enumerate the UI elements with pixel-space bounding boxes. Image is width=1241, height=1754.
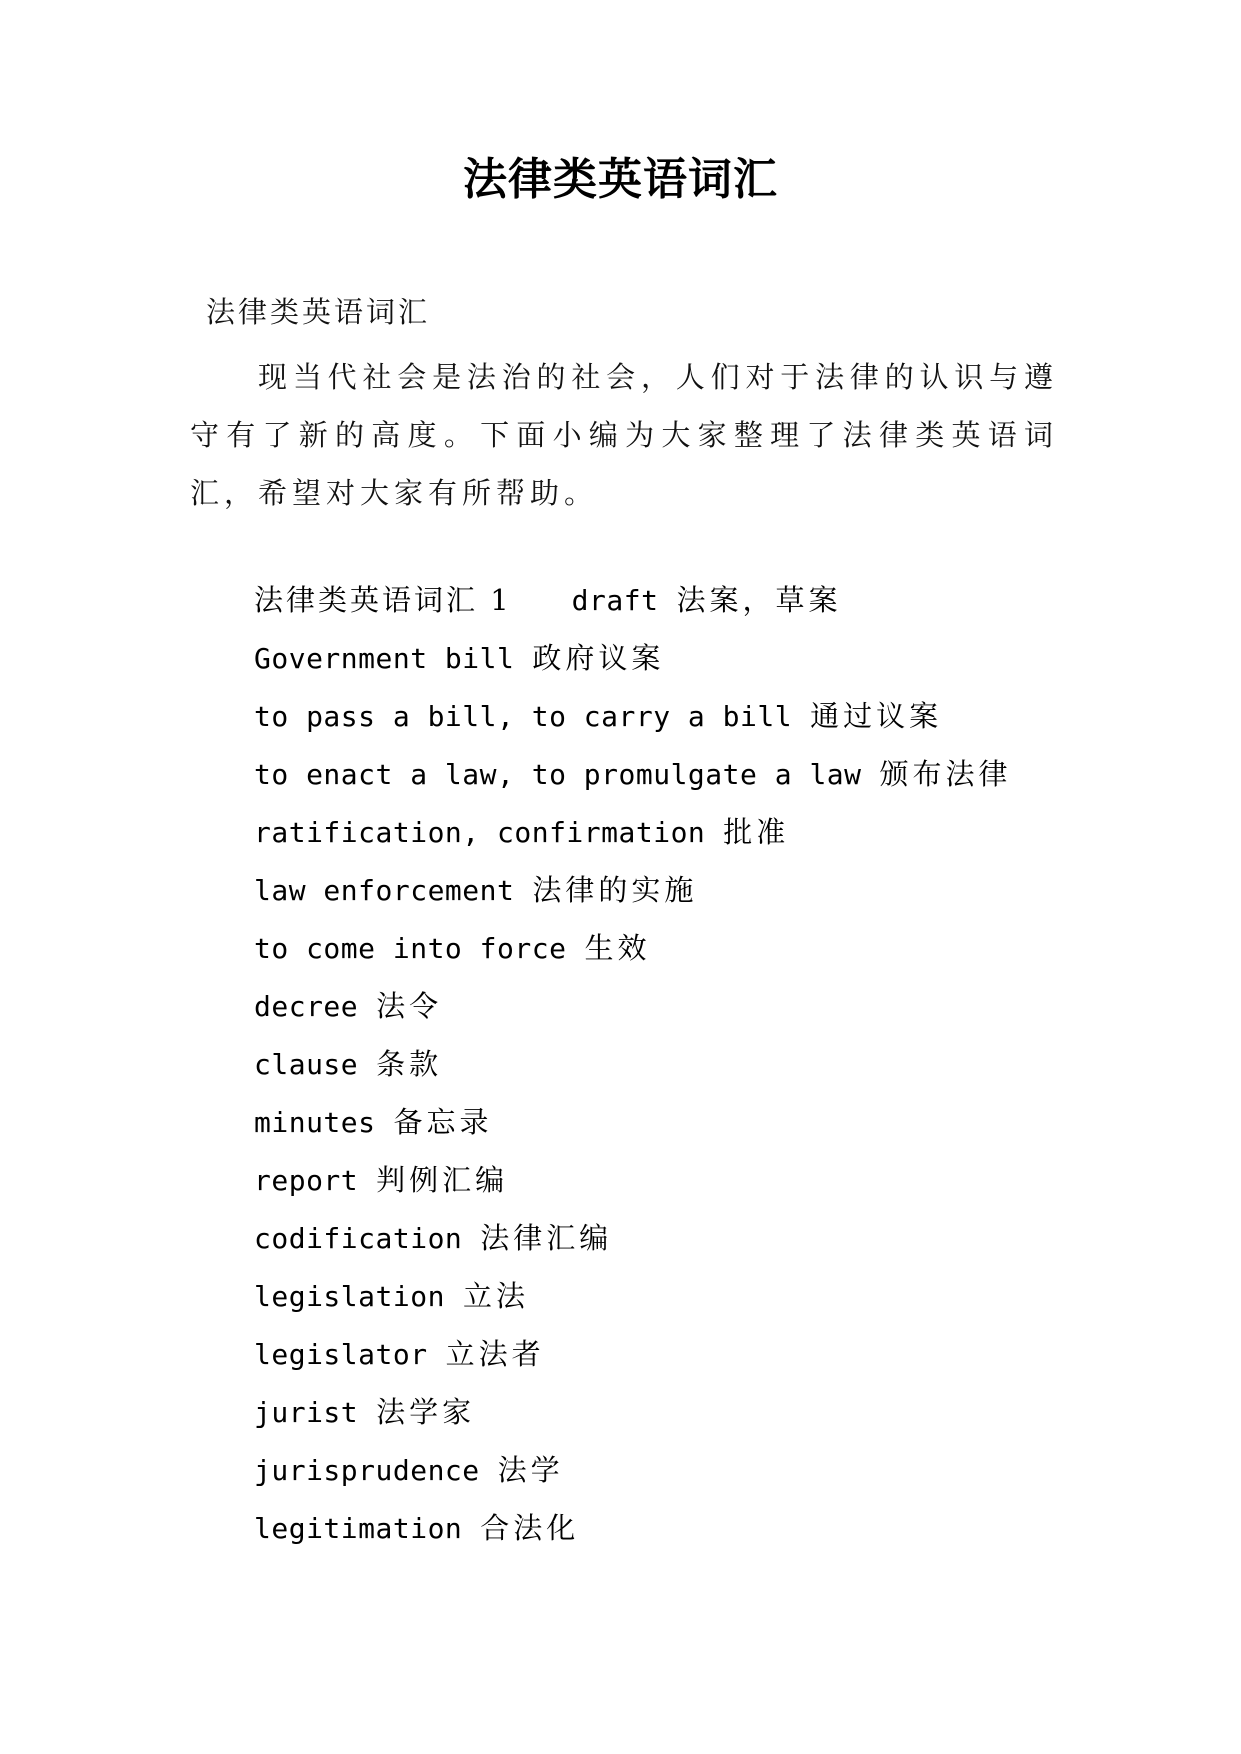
vocab-term-zh: 颁布法律: [879, 757, 1012, 791]
vocab-term-en: draft: [571, 584, 659, 617]
section-heading: 法律类英语词汇 1: [254, 583, 512, 617]
vocab-term-en: jurist: [254, 1396, 359, 1429]
vocab-term-zh: 法律汇编: [480, 1221, 613, 1255]
vocab-term-zh: 批准: [723, 815, 790, 849]
vocab-term-zh: 法学: [497, 1453, 564, 1487]
vocab-term-en: to enact a law, to promulgate a law: [254, 758, 862, 791]
vocab-item: [254, 754, 1012, 812]
document-subtitle: 法律类英语词汇: [206, 295, 431, 329]
vocab-item: [254, 870, 1012, 928]
vocab-item: [254, 986, 1012, 1044]
vocab-item: [254, 928, 1012, 986]
vocab-term-zh: 合法化: [480, 1511, 580, 1545]
vocabulary-list: [254, 580, 1012, 1566]
vocab-term-zh: 法案，草案: [676, 583, 842, 617]
vocab-item: [254, 1160, 1012, 1218]
vocab-term-en: ratification, confirmation: [254, 816, 706, 849]
vocab-item: [254, 1218, 1012, 1276]
vocab-term-en: to pass a bill, to carry a bill: [254, 700, 793, 733]
vocab-term-en: law enforcement: [254, 874, 515, 907]
vocab-term-en: legislator: [254, 1338, 428, 1371]
vocab-term-en: legitimation: [254, 1512, 463, 1545]
vocab-term-zh: 立法者: [445, 1337, 545, 1371]
vocab-term-zh: 判例汇编: [376, 1163, 509, 1197]
vocab-term-en: report: [254, 1164, 359, 1197]
vocab-item: [254, 696, 1012, 754]
vocab-item: [254, 1508, 1012, 1566]
vocab-term-zh: 生效: [584, 931, 651, 965]
vocab-item: [254, 1334, 1012, 1392]
vocab-term-zh: 政府议案: [532, 641, 665, 675]
vocab-term-en: legislation: [254, 1280, 445, 1313]
page-title: 法律类英语词汇: [463, 154, 778, 205]
vocab-item: [254, 1044, 1012, 1102]
vocab-item: [254, 1102, 1012, 1160]
vocab-term-en: to come into force: [254, 932, 567, 965]
vocab-item: [254, 1450, 1012, 1508]
vocab-term-en: minutes: [254, 1106, 376, 1139]
vocab-term-zh: 备忘录: [393, 1105, 493, 1139]
vocab-term-zh: 法学家: [376, 1395, 476, 1429]
vocab-term-zh: 法令: [376, 989, 443, 1023]
vocab-term-en: Government bill: [254, 642, 515, 675]
vocab-item: [254, 638, 1012, 696]
vocab-term-zh: 条款: [376, 1047, 443, 1081]
vocab-item: [254, 1276, 1012, 1334]
vocab-term-zh: 法律的实施: [532, 873, 698, 907]
vocab-term-en: clause: [254, 1048, 359, 1081]
vocab-term-en: decree: [254, 990, 359, 1023]
vocab-term-en: jurisprudence: [254, 1454, 480, 1487]
vocab-item: [254, 812, 1012, 870]
vocab-term-en: codification: [254, 1222, 463, 1255]
intro-paragraph: 现当代社会是法治的社会，人们对于法律的认识与遵守有了新的高度。下面小编为大家整理了法律类英语词汇，希望对大家有所帮助。: [190, 360, 1058, 510]
vocab-item: [254, 580, 1012, 638]
vocab-item: [254, 1392, 1012, 1450]
vocab-term-zh: 通过议案: [810, 699, 943, 733]
vocab-term-zh: 立法: [462, 1279, 529, 1313]
